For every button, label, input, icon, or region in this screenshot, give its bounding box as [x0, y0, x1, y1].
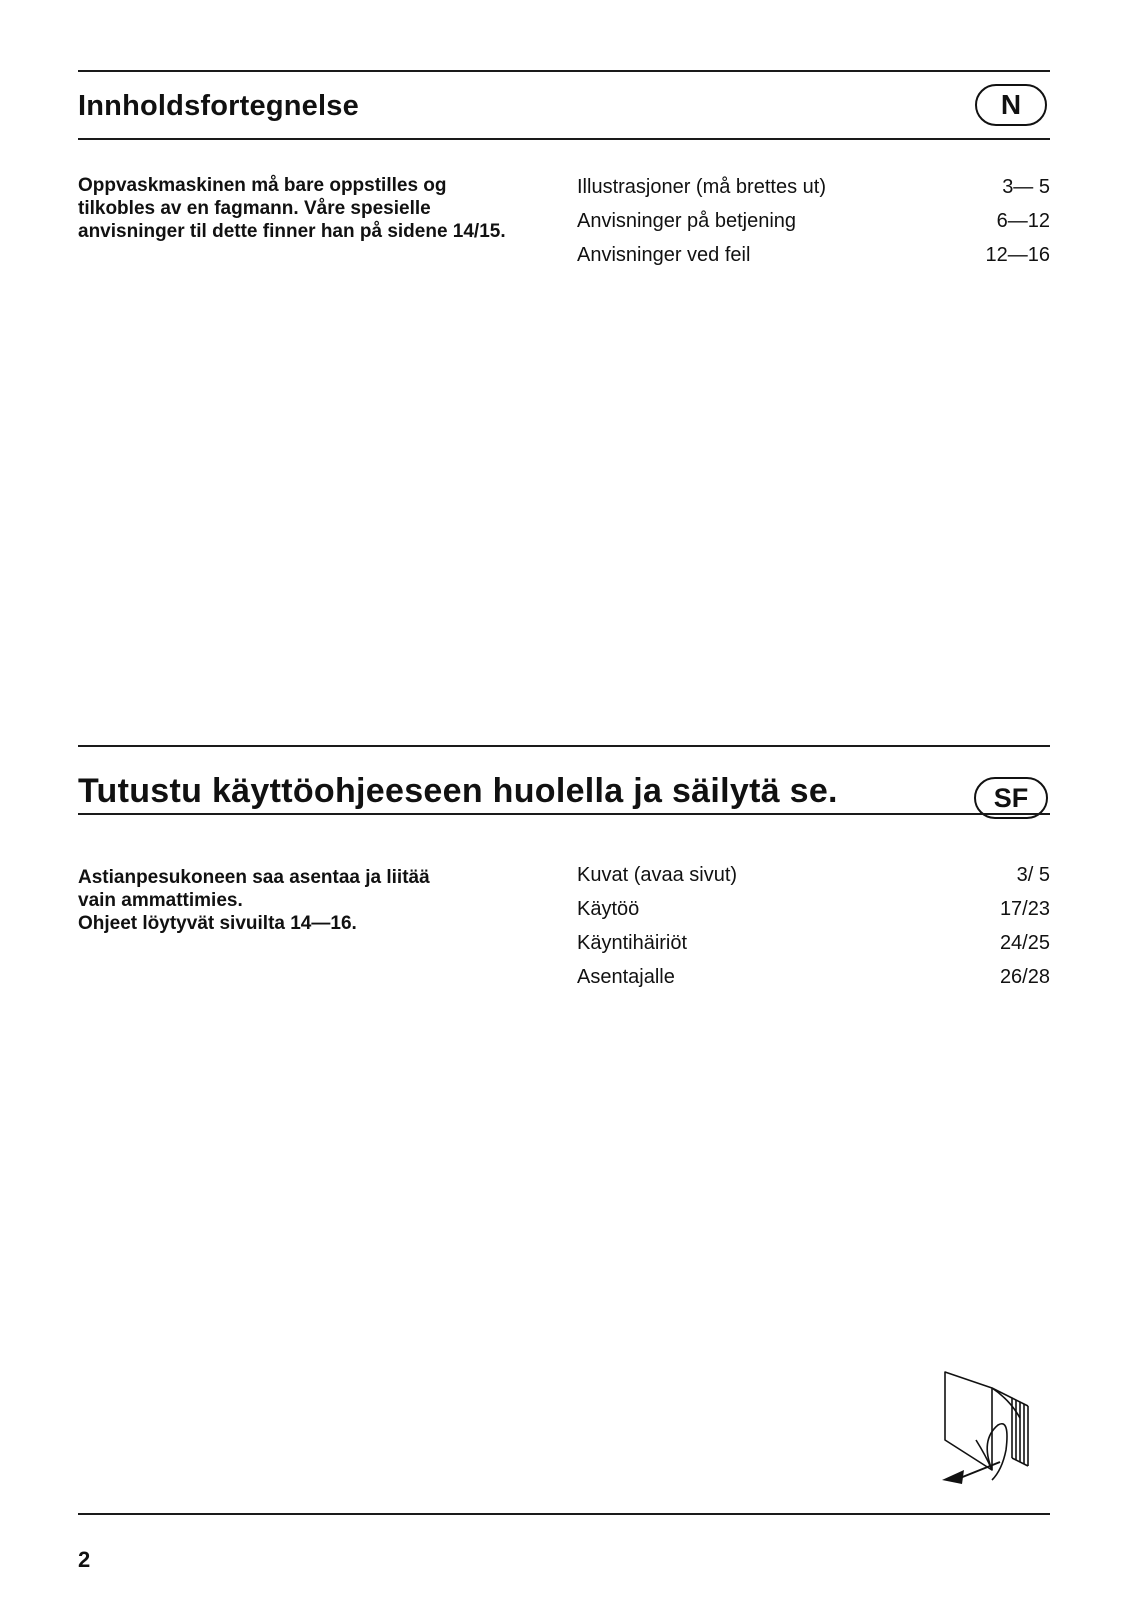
note-line: vain ammattimies. [78, 890, 243, 911]
note-line: Ohjeet löytyvät sivuilta 14—16. [78, 913, 357, 934]
folded-booklet-icon [940, 1370, 1050, 1485]
toc-label: Illustrasjoner (må brettes ut) [577, 176, 826, 198]
toc-row[interactable] [577, 960, 1050, 994]
bottom-rule-sf [78, 813, 1050, 815]
toc-pages: 12—16 [985, 244, 1050, 266]
language-badge-sf: SF [974, 777, 1048, 819]
installation-note-n: Oppvaskmaskinen må bare oppstilles og tilkobles av en fagmann. Våre spesielle anvisninger til dette finner han på sidene 14/15. [78, 175, 506, 242]
toc-pages: 24/25 [999, 932, 1050, 954]
toc-label: Asentajalle [577, 966, 675, 988]
page-number: 2 [78, 1547, 91, 1572]
toc-pages: 26/28 [999, 966, 1050, 988]
toc-row[interactable] [577, 238, 1050, 272]
installation-note-sf [78, 866, 518, 935]
toc-pages: 3— 5 [1002, 176, 1050, 198]
toc-row[interactable] [577, 204, 1050, 238]
toc-label: Anvisninger på betjening [577, 210, 797, 232]
toc-row[interactable] [577, 170, 1050, 204]
toc-label: Käyntihäiriöt [577, 932, 688, 954]
toc-pages: 17/23 [999, 898, 1050, 920]
section-title-n: Innholdsfortegnelse [78, 90, 359, 122]
note-line: Astianpesukoneen saa asentaa ja liitää [78, 867, 430, 888]
section-title-sf: Tutustu käyttöohjeeseen huolella ja säilytä se. [78, 772, 838, 810]
toc-label: Kuvat (avaa sivut) [577, 864, 738, 886]
top-rule-n [78, 70, 1050, 72]
toc-row[interactable] [577, 926, 1050, 960]
table-of-contents-sf [577, 858, 1050, 994]
top-rule-sf [78, 745, 1050, 747]
footer-rule [78, 1513, 1050, 1515]
toc-label: Käytöö [577, 898, 640, 920]
bottom-rule-n [78, 138, 1050, 140]
toc-label: Anvisninger ved feil [577, 244, 751, 266]
toc-pages: 6—12 [996, 210, 1050, 232]
toc-row[interactable] [577, 892, 1050, 926]
toc-row[interactable] [577, 858, 1050, 892]
toc-pages: 3/ 5 [1016, 864, 1050, 886]
language-badge-n: N [975, 84, 1047, 126]
table-of-contents-n [577, 170, 1050, 272]
